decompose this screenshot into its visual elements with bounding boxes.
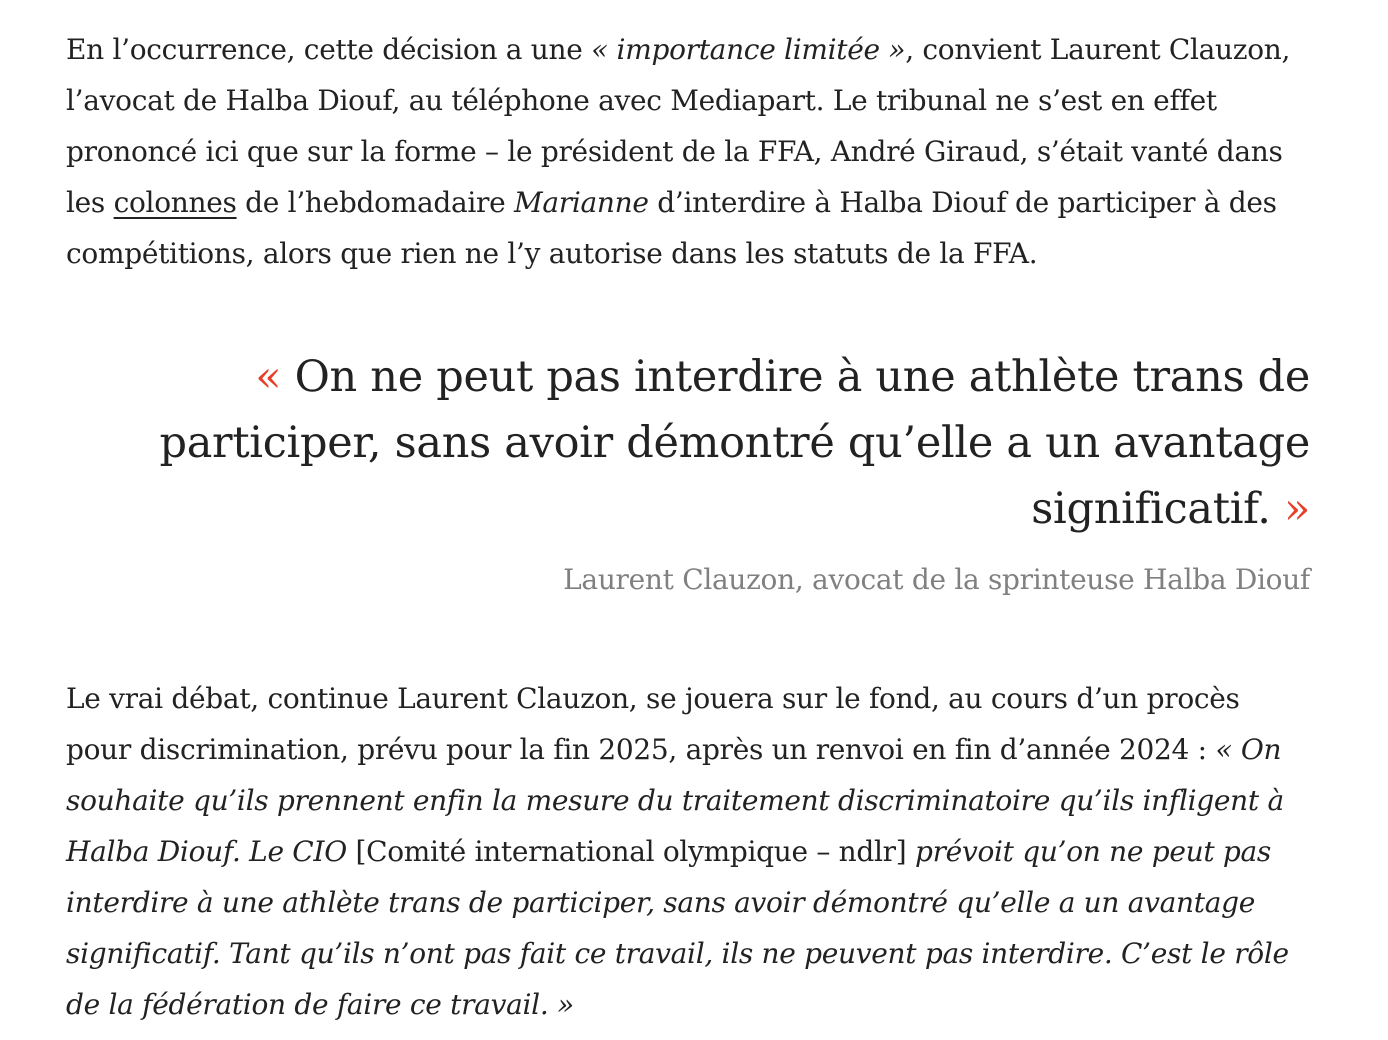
paragraph-text: , convient Laurent Clauzon, l’avocat de Halba Diouf, au téléphone avec Mediapart. Le tribunal ne s’est en effet prononcé ici que sur la forme – le président de la FFA, André Giraud, s’était vanté dans les (66, 33, 1291, 219)
pull-quote-text (66, 344, 1310, 542)
colonnes-link[interactable]: colonnes (113, 186, 237, 219)
italic-quote: prévoit qu’on ne peut pas interdire à une athlète trans de participer, sans avoir démontré qu’elle a un avantage significatif. Tant qu’ils n’ont pas fait ce travail, ils ne peuvent pas interdire. C’est le rôle de la fédération de faire ce travail. » (66, 835, 1289, 1021)
italic-quote: « importance limitée » (591, 33, 906, 66)
article-paragraph (66, 673, 1310, 1030)
paragraph-text: d’interdire à Halba Diouf de participer à des compétitions, alors que rien ne l’y autorise dans les statuts de la FFA. (66, 186, 1277, 270)
open-quote-mark: « (255, 352, 282, 402)
article-body (66, 24, 1310, 1030)
pull-quote-attribution: Laurent Clauzon, avocat de la sprinteuse Halba Diouf (563, 563, 1310, 596)
article-paragraph (66, 24, 1310, 279)
italic-quote: « On souhaite qu’ils prennent enfin la mesure du traitement discriminatoire qu’ils infligent à Halba Diouf. Le CIO (66, 733, 1284, 868)
paragraph-text: Le vrai débat, continue Laurent Clauzon, se jouera sur le fond, au cours d’un procès pour discrimination, prévu pour la fin 2025, après un renvoi en fin d’année 2024 : (66, 682, 1240, 766)
editor-note: [Comité international olympique – ndlr] (355, 835, 907, 868)
close-quote-mark: » (1283, 484, 1310, 534)
pull-quote (66, 344, 1310, 600)
paragraph-text: de l’hebdomadaire (236, 186, 515, 219)
publication-name: Marianne (514, 186, 649, 219)
paragraph-text: En l’occurrence, cette décision a une (66, 33, 592, 66)
quote-body: On ne peut pas interdire à une athlète trans de participer, sans avoir démontré qu’elle a un avantage significatif. (159, 352, 1310, 534)
